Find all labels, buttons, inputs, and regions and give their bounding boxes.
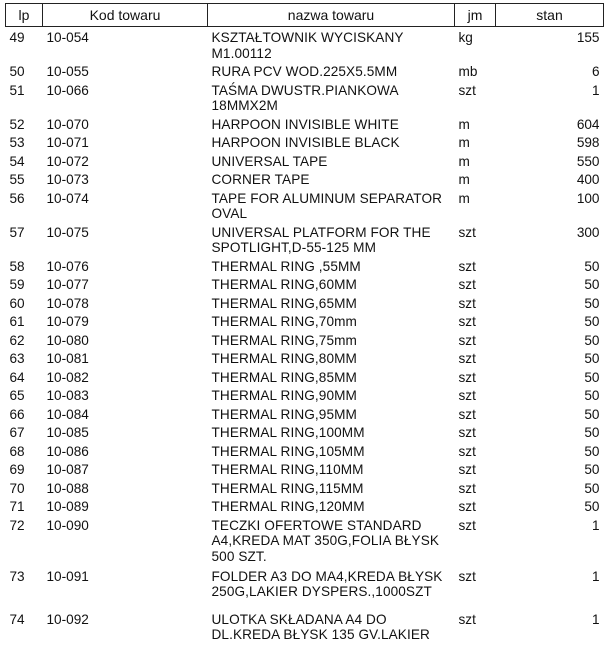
table-row — [6, 258, 604, 277]
cell-stan: 300 — [576, 224, 600, 240]
cell-lp: 71 — [9, 499, 25, 514]
cell-jm: szt — [458, 369, 476, 385]
cell-lp: 60 — [9, 295, 25, 311]
cell-nazwa-towaru: THERMAL RING,95MM — [211, 406, 357, 422]
cell-stan: 50 — [584, 277, 600, 292]
cell-stan: 598 — [576, 135, 600, 150]
table-row — [6, 295, 604, 314]
table-row — [6, 153, 604, 172]
cell-stan: 50 — [584, 314, 600, 329]
cell-jm: m — [458, 116, 470, 132]
cell-kod-towaru: 10-080 — [46, 332, 89, 348]
cell-lp: 55 — [9, 172, 25, 187]
cell-nazwa-towaru: HARPOON INVISIBLE BLACK — [211, 135, 400, 150]
cell-nazwa-towaru: TECZKI OFERTOWE STANDARD A4,KREDA MAT 350G,FOLIA BŁYSK 500 SZT. — [211, 517, 440, 564]
table-row — [6, 313, 604, 332]
cell-jm: szt — [458, 568, 476, 584]
table-row — [6, 406, 604, 425]
cell-kod-towaru: 10-076 — [46, 258, 89, 274]
cell-stan: 1 — [591, 82, 600, 98]
cell-stan: 50 — [584, 499, 600, 514]
cell-kod-towaru: 10-066 — [46, 82, 89, 98]
cell-lp: 72 — [9, 517, 25, 533]
cell-lp: 50 — [9, 64, 25, 79]
cell-lp: 66 — [9, 406, 25, 422]
cell-nazwa-towaru: THERMAL RING,75mm — [211, 332, 357, 348]
cell-stan: 155 — [576, 30, 600, 45]
cell-kod-towaru: 10-092 — [46, 611, 89, 627]
cell-stan: 50 — [584, 388, 600, 403]
cell-kod-towaru: 10-078 — [46, 295, 89, 311]
cell-kod-towaru: 10-090 — [46, 517, 89, 533]
header-row — [6, 4, 604, 27]
cell-kod-towaru: 10-091 — [46, 568, 89, 584]
cell-lp: 64 — [9, 369, 25, 385]
cell-stan: 50 — [584, 369, 600, 385]
table-row — [6, 424, 604, 443]
header-nazwa-towaru: nazwa towaru — [208, 4, 455, 27]
cell-jm: szt — [458, 517, 476, 533]
cell-nazwa-towaru: THERMAL RING,110MM — [211, 462, 364, 477]
cell-kod-towaru: 10-085 — [46, 425, 89, 440]
cell-kod-towaru: 10-088 — [46, 480, 89, 496]
table-row — [6, 134, 604, 153]
table-body — [6, 27, 604, 651]
cell-lp: 52 — [9, 116, 25, 132]
table-row — [6, 82, 604, 116]
cell-lp: 57 — [9, 224, 25, 240]
cell-jm: szt — [458, 314, 476, 329]
cell-jm: szt — [458, 462, 476, 477]
table-row — [6, 461, 604, 480]
table-row — [6, 27, 604, 64]
cell-lp: 49 — [9, 30, 25, 45]
cell-nazwa-towaru: UNIVERSAL PLATFORM FOR THE SPOTLIGHT,D-55-125 MM — [211, 224, 431, 255]
cell-nazwa-towaru: THERMAL RING,90MM — [211, 388, 357, 403]
cell-jm: szt — [458, 295, 476, 311]
cell-kod-towaru: 10-079 — [46, 314, 89, 329]
table-row — [6, 332, 604, 351]
cell-nazwa-towaru: FOLDER A3 DO MA4,KREDA BŁYSK 250G,LAKIER DYSPERS.,1000SZT — [211, 568, 443, 599]
cell-stan: 50 — [584, 295, 600, 311]
table-row — [6, 443, 604, 462]
cell-jm: m — [458, 172, 470, 187]
cell-stan: 1 — [591, 568, 600, 584]
cell-jm: szt — [458, 258, 476, 274]
cell-stan: 50 — [584, 258, 600, 274]
cell-stan: 50 — [584, 351, 600, 366]
table-row — [6, 171, 604, 190]
cell-nazwa-towaru: HARPOON INVISIBLE WHITE — [211, 116, 399, 132]
cell-jm: m — [458, 153, 470, 169]
table-row — [6, 517, 604, 568]
cell-stan: 400 — [576, 172, 600, 187]
cell-nazwa-towaru: THERMAL RING,85MM — [211, 369, 357, 385]
cell-jm: szt — [458, 611, 476, 627]
header-jm: jm — [455, 4, 496, 27]
cell-nazwa-towaru: THERMAL RING,65MM — [211, 295, 357, 311]
table-row — [6, 369, 604, 388]
cell-stan: 100 — [576, 190, 600, 206]
cell-lp: 74 — [9, 611, 25, 627]
table-row — [6, 190, 604, 224]
cell-kod-towaru: 10-086 — [46, 443, 89, 459]
cell-stan: 50 — [584, 425, 600, 440]
cell-lp: 70 — [9, 480, 25, 496]
cell-nazwa-towaru: UNIVERSAL TAPE — [211, 153, 328, 169]
inventory-table — [5, 3, 604, 651]
cell-kod-towaru: 10-084 — [46, 406, 89, 422]
table-row — [6, 224, 604, 258]
cell-lp: 61 — [9, 314, 25, 329]
cell-lp: 73 — [9, 568, 25, 584]
cell-jm: szt — [458, 480, 476, 496]
cell-jm: szt — [458, 425, 476, 440]
cell-jm: szt — [458, 406, 476, 422]
cell-kod-towaru: 10-087 — [46, 462, 89, 477]
cell-kod-towaru: 10-089 — [46, 499, 89, 514]
cell-lp: 54 — [9, 153, 25, 169]
cell-nazwa-towaru: CORNER TAPE — [211, 172, 310, 187]
cell-nazwa-towaru: THERMAL RING ,55MM — [211, 258, 361, 274]
cell-jm: szt — [458, 332, 476, 348]
cell-kod-towaru: 10-055 — [46, 64, 89, 79]
cell-jm: szt — [458, 224, 476, 240]
cell-stan: 604 — [576, 116, 600, 132]
cell-lp: 62 — [9, 332, 25, 348]
cell-lp: 67 — [9, 425, 25, 440]
cell-nazwa-towaru: TAPE FOR ALUMINUM SEPARATOR OVAL — [211, 190, 443, 221]
table-row — [6, 63, 604, 82]
table-row — [6, 480, 604, 499]
cell-lp: 56 — [9, 190, 25, 206]
table-header — [6, 4, 604, 27]
header-lp: lp — [6, 4, 43, 27]
cell-jm: szt — [458, 443, 476, 459]
cell-lp: 51 — [9, 82, 25, 98]
cell-stan: 50 — [584, 462, 600, 477]
cell-jm: szt — [458, 351, 476, 366]
cell-kod-towaru: 10-081 — [46, 351, 89, 366]
cell-stan: 1 — [591, 611, 600, 627]
cell-kod-towaru: 10-077 — [46, 277, 89, 292]
table-row — [6, 387, 604, 406]
cell-kod-towaru: 10-071 — [46, 135, 89, 150]
cell-stan: 50 — [584, 480, 600, 496]
table-row — [6, 498, 604, 517]
cell-stan: 50 — [584, 443, 600, 459]
cell-lp: 69 — [9, 462, 25, 477]
cell-nazwa-towaru: THERMAL RING,100MM — [211, 425, 365, 440]
cell-nazwa-towaru: THERMAL RING,70mm — [211, 314, 357, 329]
header-stan: stan — [496, 4, 604, 27]
cell-kod-towaru: 10-074 — [46, 190, 89, 206]
cell-stan: 50 — [584, 406, 600, 422]
table-row — [6, 116, 604, 135]
cell-jm: m — [458, 135, 470, 150]
cell-jm: szt — [458, 499, 476, 514]
table-row — [6, 611, 604, 651]
cell-lp: 65 — [9, 388, 25, 403]
cell-kod-towaru: 10-054 — [46, 30, 89, 45]
cell-kod-towaru: 10-075 — [46, 224, 89, 240]
cell-nazwa-towaru: THERMAL RING,120MM — [211, 499, 365, 514]
table-row — [6, 568, 604, 611]
cell-nazwa-towaru: ULOTKA SKŁADANA A4 DO DL.KREDA BŁYSK 135 GV.LAKIER — [211, 611, 430, 642]
cell-kod-towaru: 10-082 — [46, 369, 89, 385]
cell-stan: 550 — [576, 153, 600, 169]
cell-jm: szt — [458, 388, 476, 403]
header-kod-towaru: Kod towaru — [43, 4, 208, 27]
cell-nazwa-towaru: THERMAL RING,105MM — [211, 443, 365, 459]
cell-lp: 58 — [9, 258, 25, 274]
cell-kod-towaru: 10-073 — [46, 172, 89, 187]
cell-kod-towaru: 10-083 — [46, 388, 89, 403]
cell-nazwa-towaru: THERMAL RING,80MM — [211, 351, 357, 366]
cell-nazwa-towaru: THERMAL RING,60MM — [211, 277, 357, 292]
cell-stan: 50 — [584, 332, 600, 348]
cell-jm: kg — [458, 30, 473, 45]
cell-lp: 68 — [9, 443, 25, 459]
table-row — [6, 350, 604, 369]
cell-kod-towaru: 10-072 — [46, 153, 89, 169]
cell-nazwa-towaru: KSZTAŁTOWNIK WYCISKANY M1.00112 — [211, 30, 404, 61]
cell-kod-towaru: 10-070 — [46, 116, 89, 132]
cell-nazwa-towaru: THERMAL RING,115MM — [211, 480, 364, 496]
cell-lp: 59 — [9, 277, 25, 292]
cell-jm: szt — [458, 277, 476, 292]
table-row — [6, 276, 604, 295]
cell-stan: 1 — [591, 517, 600, 533]
cell-jm: m — [458, 190, 470, 206]
cell-stan: 6 — [591, 64, 600, 79]
cell-nazwa-towaru: RURA PCV WOD.225X5.5MM — [211, 64, 398, 79]
cell-jm: mb — [458, 64, 478, 79]
cell-nazwa-towaru: TAŚMA DWUSTR.PIANKOWA 18MMX2M — [211, 82, 398, 113]
cell-lp: 53 — [9, 135, 25, 150]
cell-jm: szt — [458, 82, 476, 98]
cell-lp: 63 — [9, 351, 25, 366]
